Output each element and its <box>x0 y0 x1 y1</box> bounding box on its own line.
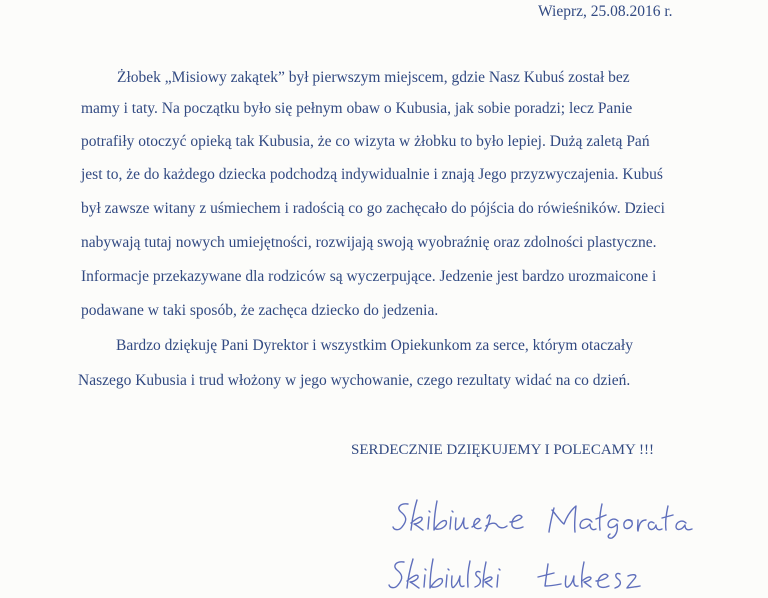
letter-line-8: podawane w taki sposób, że zachęca dziecko do jedzenia. <box>81 302 439 319</box>
letter-date: Wieprz, 25.08.2016 r. <box>538 3 673 20</box>
signature-1-drawing <box>392 496 697 538</box>
letter-line-6: nabywają tutaj nowych umiejętności, rozwijają swoją wyobraźnię oraz zdolności plastyczne. <box>81 234 657 251</box>
letter-line-4: jest to, że do każdego dziecka podchodzą indywidualnie i znają Jego przyzwyczajenia. Kubuś <box>81 166 663 183</box>
letter-line-2: mamy i taty. Na początku było się pełnym obaw o Kubusia, jak sobie poradzi; lecz Panie <box>81 100 633 117</box>
letter-line-9: Bardzo dziękuję Pani Dyrektor i wszystkim Opiekunkom za serce, którym otaczały <box>116 337 633 354</box>
signature-2 <box>388 556 648 596</box>
letter-line-5: był zawsze witany z uśmiechem i radością co go zachęcało do pójścia do rówieśników. Dzieci <box>81 200 665 217</box>
signature-1 <box>392 496 697 538</box>
closing-text: SERDECZNIE DZIĘKUJEMY I POLECAMY !!! <box>351 442 655 458</box>
letter-line-7: Informacje przekazywane dla rodziców są wyczerpujące. Jedzenie jest bardzo urozmaicone i <box>81 268 657 285</box>
letter-line-10: Naszego Kubusia i trud włożony w jego wychowanie, czego rezultaty widać na co dzień. <box>78 372 631 389</box>
letter-line-1: Żłobek „Misiowy zakątek” był pierwszym miejscem, gdzie Nasz Kubuś został bez <box>117 69 630 86</box>
signature-2-drawing <box>388 556 648 596</box>
letter-line-3: potrafiły otoczyć opieką tak Kubusia, że co wizyta w żłobku to było lepiej. Dużą zaletą Pań <box>81 133 650 150</box>
